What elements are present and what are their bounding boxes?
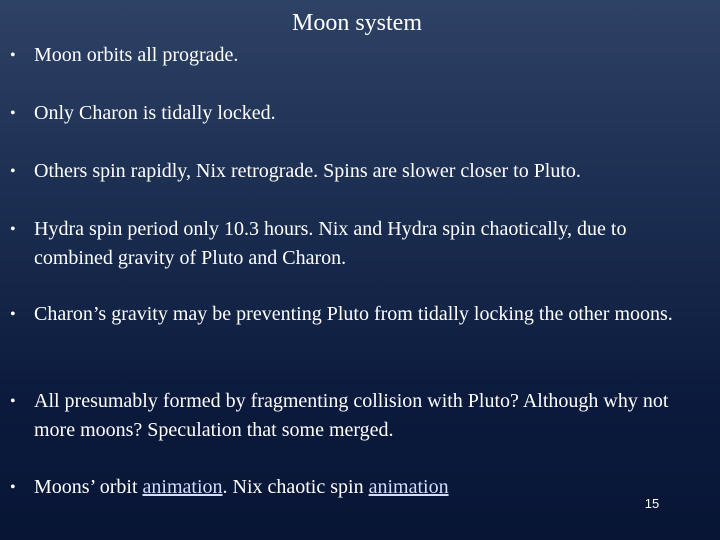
bullet-icon: • bbox=[10, 221, 16, 238]
bullet-text: All presumably formed by fragmenting collision with Pluto? Although why not more moons? Speculation that some merged. bbox=[34, 390, 669, 441]
bullet-text: Only Charon is tidally locked. bbox=[34, 102, 276, 124]
bullet-item bbox=[10, 41, 700, 70]
slide-title-text: Moon system bbox=[291, 10, 422, 36]
bullet-item bbox=[10, 215, 700, 273]
bullet-text bbox=[34, 473, 700, 502]
bullet-icon: • bbox=[10, 163, 16, 180]
bullet-text-part: . Nix chaotic spin bbox=[222, 476, 369, 498]
bullet-text-part: Moons’ orbit bbox=[34, 476, 143, 498]
page-number: 15 bbox=[644, 496, 660, 511]
orbit-animation-link[interactable]: animation bbox=[142, 476, 223, 498]
bullet-icon: • bbox=[10, 479, 16, 496]
bullet-item bbox=[10, 157, 700, 186]
bullet-icon: • bbox=[10, 105, 16, 122]
bullet-item bbox=[10, 387, 700, 445]
bullet-text: Hydra spin period only 10.3 hours. Nix and Hydra spin chaotically, due to combined gravity of Pluto and Charon. bbox=[34, 218, 627, 269]
spin-animation-link[interactable]: animation bbox=[368, 476, 449, 498]
bullet-text: Others spin rapidly, Nix retrograde. Spins are slower closer to Pluto. bbox=[34, 160, 581, 182]
bullet-item bbox=[10, 300, 700, 329]
bullet-icon: • bbox=[10, 47, 16, 64]
bullet-icon: • bbox=[10, 393, 16, 410]
bullet-text: Charon’s gravity may be preventing Pluto from tidally locking the other moons. bbox=[34, 303, 673, 325]
bullet-item bbox=[10, 99, 700, 128]
bullet-icon: • bbox=[10, 306, 16, 323]
bullet-item bbox=[10, 473, 700, 502]
bullet-text: Moon orbits all prograde. bbox=[34, 44, 239, 66]
